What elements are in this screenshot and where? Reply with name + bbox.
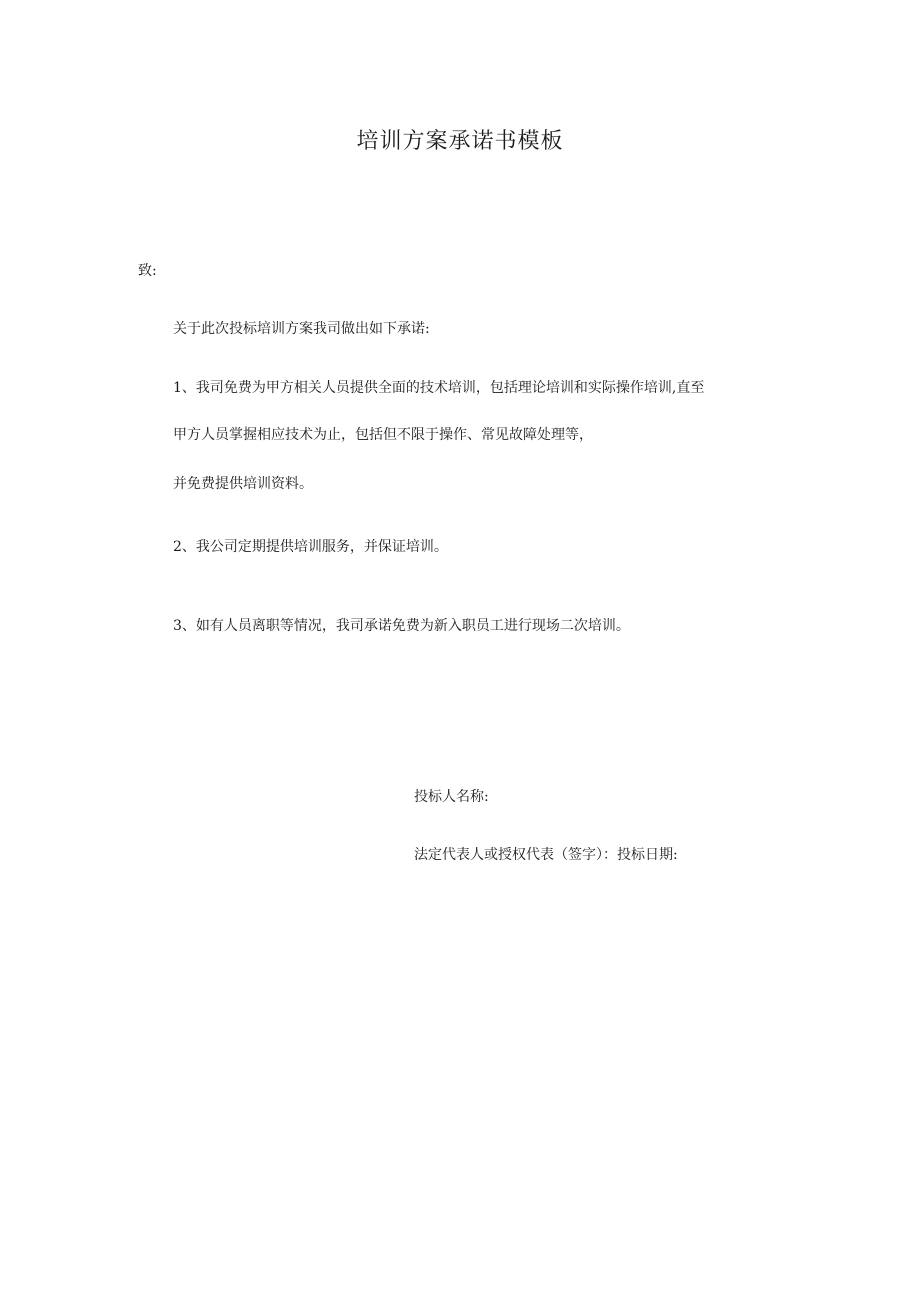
page-title: 培训方案承诺书模板: [356, 129, 564, 154]
representative-signature-label: 法定代表人或授权代表（签字）：投标日期:: [414, 847, 678, 863]
commitment-item-1-line-3: 并免费提供培训资料。: [173, 476, 313, 492]
commitment-item-2: 2、我公司定期提供培训服务，并保证培训。: [173, 539, 448, 555]
intro-paragraph: 关于此次投标培训方案我司做出如下承诺:: [173, 321, 430, 337]
bidder-name-label: 投标人名称:: [414, 789, 489, 805]
salutation: 致:: [138, 263, 157, 279]
commitment-item-1-line-2: 甲方人员掌握相应技术为止，包括但不限于操作、常见故障处理等，: [173, 427, 593, 443]
commitment-item-1-line-1: 1、我司免费为甲方相关人员提供全面的技术培训，包括理论培训和实际操作培训,直至: [173, 380, 705, 396]
commitment-item-3: 3、如有人员离职等情况，我司承诺免费为新入职员工进行现场二次培训。: [173, 618, 630, 634]
